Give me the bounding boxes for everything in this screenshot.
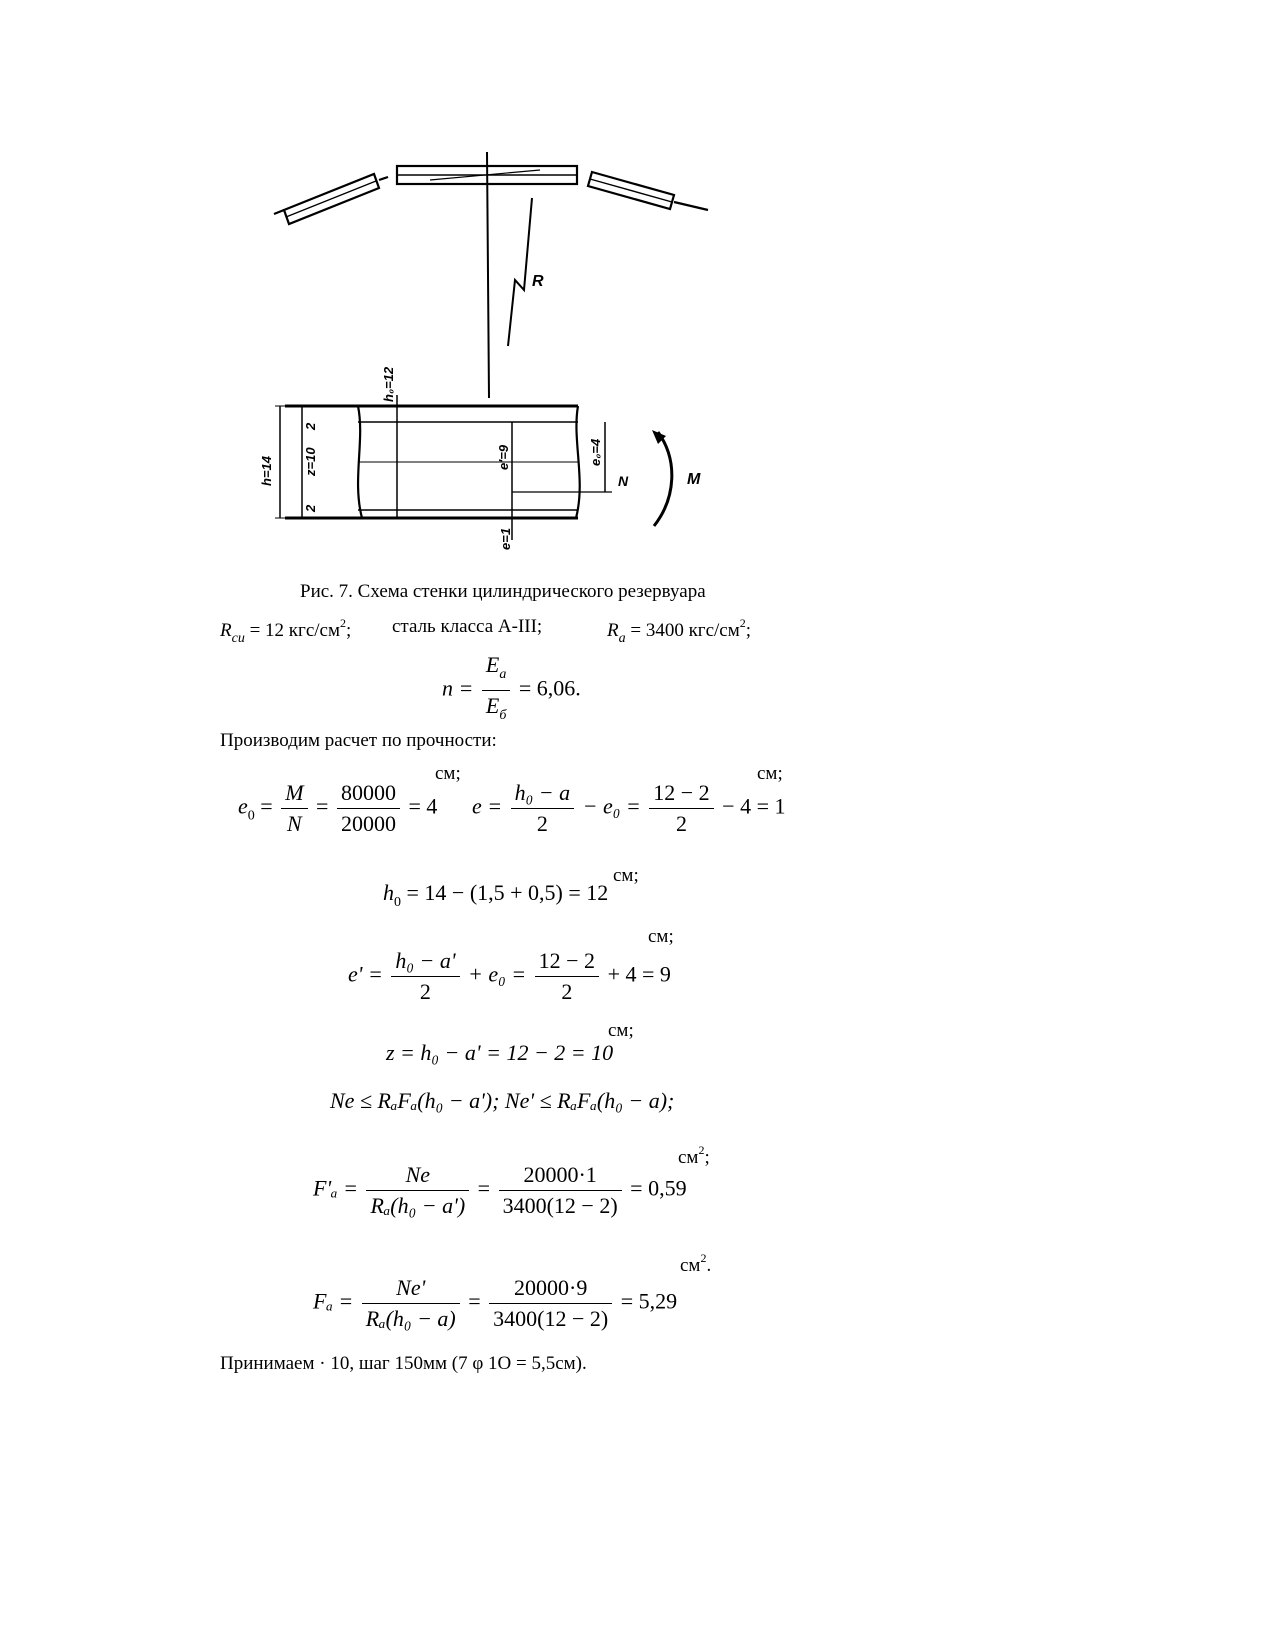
wall-section: [275, 395, 612, 540]
equation-h0: $h_0 = 14 - (1,5 + 0,5) = 12$: [383, 880, 609, 910]
label-2-top: 2: [303, 422, 318, 430]
equation-fa-prime: F'ₐ = $\frac{Ne}{\text{Rₐ(h₀ − a')}}$ = $\frac{20000\cdot 1}{3400(12 - 2)}$ = 0,59: [313, 1162, 687, 1218]
strength-heading: Производим расчет по прочности:: [220, 730, 497, 751]
label-h: h=14: [259, 456, 274, 486]
arc-segments: [274, 166, 708, 224]
moment-arrow: [654, 432, 672, 526]
label-h0: h₀=12: [381, 366, 396, 402]
label-2-bottom: 2: [303, 504, 318, 512]
label-e: e=1: [498, 527, 513, 550]
tank-wall-diagram: [240, 140, 740, 570]
param-ra: $R_а = 3400$ кгс/$см^2$;: [607, 616, 752, 646]
equation-eprime: e' = $\frac{\text{h₀ − a'}}{2}$ + e₀ = $\frac{12 - 2}{2}$ + 4 = 9: [348, 948, 671, 1004]
unit-fa: $см^2$.: [680, 1251, 712, 1276]
label-m: M: [687, 471, 701, 488]
equation-e0: $e_0$ = $\frac{M}{N}$ = $\frac{80000}{20000}$ = 4: [238, 780, 438, 836]
unit-e: см;: [757, 763, 783, 784]
unit-fa-prime: $см^2$;: [678, 1143, 710, 1168]
conclusion-text: Принимаем · 10, шаг 150мм (7 φ 1О = 5,5см).: [220, 1353, 587, 1374]
figure-caption: Рис. 7. Схема стенки цилиндрического резервуара: [300, 581, 706, 602]
param-rsn: $R_{си} = 12$ кгс/$см^2$;: [220, 616, 352, 646]
equation-n: n = $\frac{E_a}{E_б}$ = 6,06.: [442, 652, 581, 723]
radius-line: [508, 198, 532, 346]
equation-z: z = h₀ − a' = 12 − 2 = 10: [386, 1040, 614, 1065]
param-steel: сталь класса А-III;: [392, 616, 543, 637]
unit-h0: см;: [613, 865, 639, 886]
label-z: z=10: [303, 447, 318, 476]
label-e0: e₀=4: [588, 438, 603, 466]
label-eprime: e'=9: [496, 444, 511, 470]
equation-e: e = $\frac{\text{h₀ − a}}{2}$ − e₀ = $\frac{12 - 2}{2}$ − 4 = 1: [472, 780, 786, 836]
equation-inequality: Ne ≤ RₐFₐ(h₀ − a'); Ne' ≤ RₐFₐ(h₀ − a);: [330, 1088, 675, 1113]
unit-eprime: см;: [648, 926, 674, 947]
label-n: N: [618, 473, 629, 489]
equation-fa: Fₐ = $\frac{Ne'}{\text{Rₐ(h₀ − a)}}$ = $\frac{20000\cdot 9}{3400(12 - 2)}$ = 5,29: [313, 1275, 678, 1331]
unit-z: см;: [608, 1020, 634, 1041]
label-r: R: [532, 273, 544, 290]
axis-line: [487, 152, 489, 398]
unit-e0: см;: [435, 763, 461, 784]
